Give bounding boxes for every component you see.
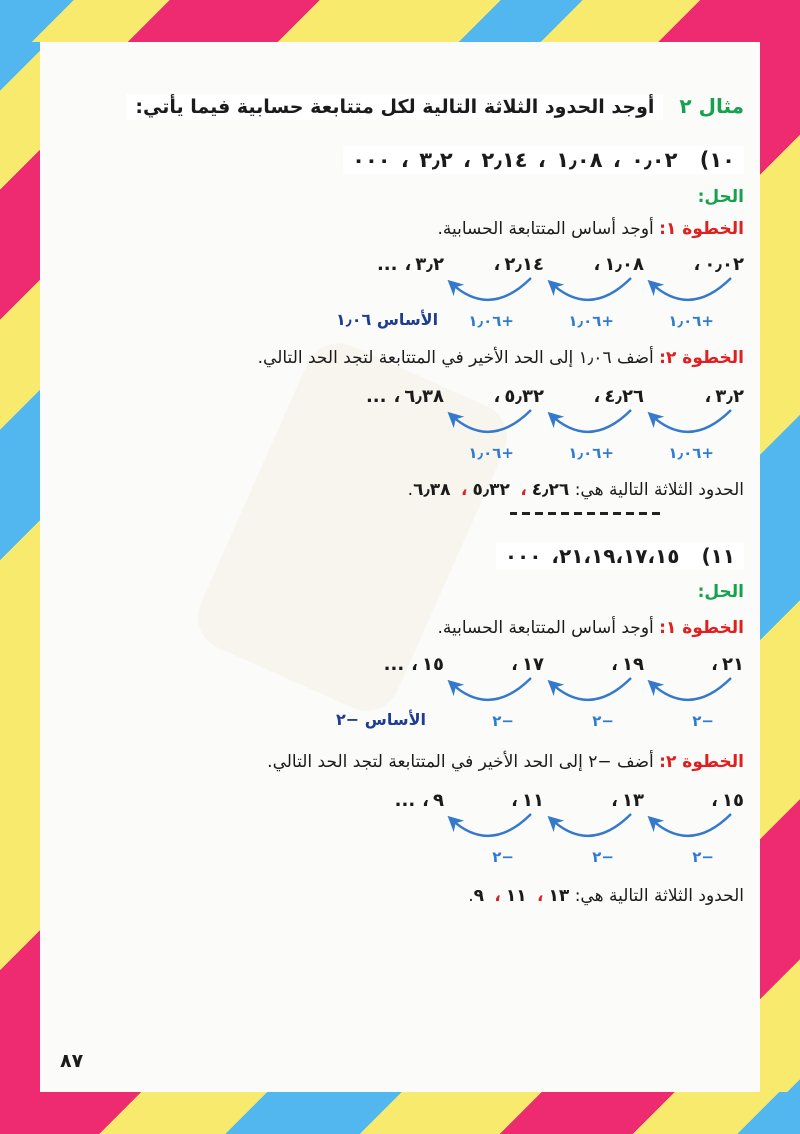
example-header [126,94,744,120]
border-stripes-right [758,0,800,1134]
problem-11-number: ١١) [701,544,735,568]
arrow-icon [451,814,531,836]
seq-term: ٦٫٣٨،... [365,386,444,407]
p10-step2-text: أضف ١٫٠٦ إلى الحد الأخير في المتتابعة لتجد الحد التالي. [257,348,654,368]
p10-step2-label: الخطوة ٢: [659,348,744,368]
p10-step1-line [437,219,744,239]
seq-term: ٣٫٢،... [376,254,444,275]
common-difference-label: −٢ [592,848,614,866]
seq-term: ٤٫٢٦، [593,386,644,407]
common-difference-label: +١٫٠٦ [468,444,514,462]
arrow-icon [651,410,731,432]
result-term: ٩ [473,886,484,906]
seq-term: ٢٫١٤، [493,254,544,275]
seq-term: ٩،... [394,790,444,811]
p11-step1-text: أوجد أساس المتتابعة الحسابية. [437,618,654,638]
period: . [407,480,414,500]
p11-diagram-step2 [334,790,744,876]
solution-label-10: الحل: [697,187,744,207]
arrow-icon [651,814,731,836]
result-term: ٦٫٣٨ [413,480,451,500]
seq-term: ٣٫٢، [704,386,744,407]
border-stripes-top [0,0,800,42]
seq-term: ١١، [511,790,544,811]
result-term: ٥٫٣٢ [472,480,510,500]
result-term: ١٣ [548,886,570,906]
arrow-icon [551,278,631,300]
seq-term: ٢١، [711,654,744,675]
problem-11-line [496,542,744,570]
common-difference-label: +١٫٠٦ [568,312,614,330]
problem-10-line [343,146,744,174]
problem-10-number: ١٠) [699,148,735,172]
arrow-icon [651,278,731,300]
p11-step2-line [267,752,744,772]
base-label: الأساس −٢ [336,710,426,729]
example-number-label: مثال ٢ [679,94,744,118]
red-comma: ، [494,886,501,906]
example-title: أوجد الحدود الثلاثة التالية لكل متتابعة حسابية فيما يأتي: [126,94,663,120]
result-term: ٤٫٢٦ [531,480,570,500]
common-difference-label: −٢ [592,712,614,730]
seq-term: ٠٫٠٢، [693,254,744,275]
period: . [468,886,474,906]
p11-step1-line [437,618,744,638]
result-prefix: الحدود الثلاثة التالية هي: [574,886,744,906]
border-stripes-bottom [0,1092,800,1134]
p11-result-line [468,886,744,906]
red-comma: ، [460,480,468,500]
arrow-icon [551,814,631,836]
page-number: ٨٧ [60,1050,84,1072]
common-difference-label: −٢ [492,712,514,730]
arrow-icon [551,678,631,700]
p11-step2-text: أضف −٢ إلى الحد الأخير في المتتابعة لتجد الحد التالي. [267,752,654,772]
seq-term: ١٫٠٨، [593,254,644,275]
common-difference-label: +١٫٠٦ [568,444,614,462]
problem-10-sequence: ٠٫٠٢ ، ١٫٠٨ ، ٢٫١٤ ، ٣٫٢ ، ٠٠٠ [352,148,678,172]
arrow-icon [651,678,731,700]
arrow-icon [451,278,531,300]
seq-term: ١٩، [611,654,644,675]
arrow-icon [551,410,631,432]
common-difference-label: +١٫٠٦ [668,444,714,462]
seq-term: ١٧، [511,654,544,675]
p10-step1-label: الخطوة ١: [659,219,744,239]
common-difference-label: −٢ [492,848,514,866]
arrow-icon [451,678,531,700]
result-prefix: الحدود الثلاثة التالية هي: [574,480,744,500]
curved-arrows [334,811,744,857]
common-difference-label: +١٫٠٦ [668,312,714,330]
p10-step1-text: أوجد أساس المتتابعة الحسابية. [437,219,654,239]
p10-diagram-step1 [334,254,744,340]
result-term: ١١ [505,886,527,906]
red-comma: ، [520,480,527,500]
solution-label-11: الحل: [697,582,744,602]
seq-term: ١٥، [711,790,744,811]
page-content [40,42,760,1092]
p11-step2-label: الخطوة ٢: [659,752,744,772]
seq-term: ٥٫٣٢، [493,386,544,407]
p10-diagram-step2 [334,386,744,472]
p11-diagram-step1 [334,654,744,740]
arrow-icon [451,410,531,432]
p11-step1-label: الخطوة ١: [659,618,744,638]
border-stripes-left [0,0,42,1134]
common-difference-label: −٢ [692,712,714,730]
red-comma: ، [537,886,544,906]
seq-term: ١٥،... [383,654,444,675]
common-difference-label: +١٫٠٦ [468,312,514,330]
separator-dashed [510,512,660,515]
p10-step2-line [258,348,744,368]
p10-result-line [408,480,744,500]
base-label: الأساس ١٫٠٦ [336,310,439,329]
seq-term: ١٣، [611,790,644,811]
problem-11-sequence: ٢١،١٩،١٧،١٥، ٠٠٠ [504,544,680,568]
common-difference-label: −٢ [692,848,714,866]
